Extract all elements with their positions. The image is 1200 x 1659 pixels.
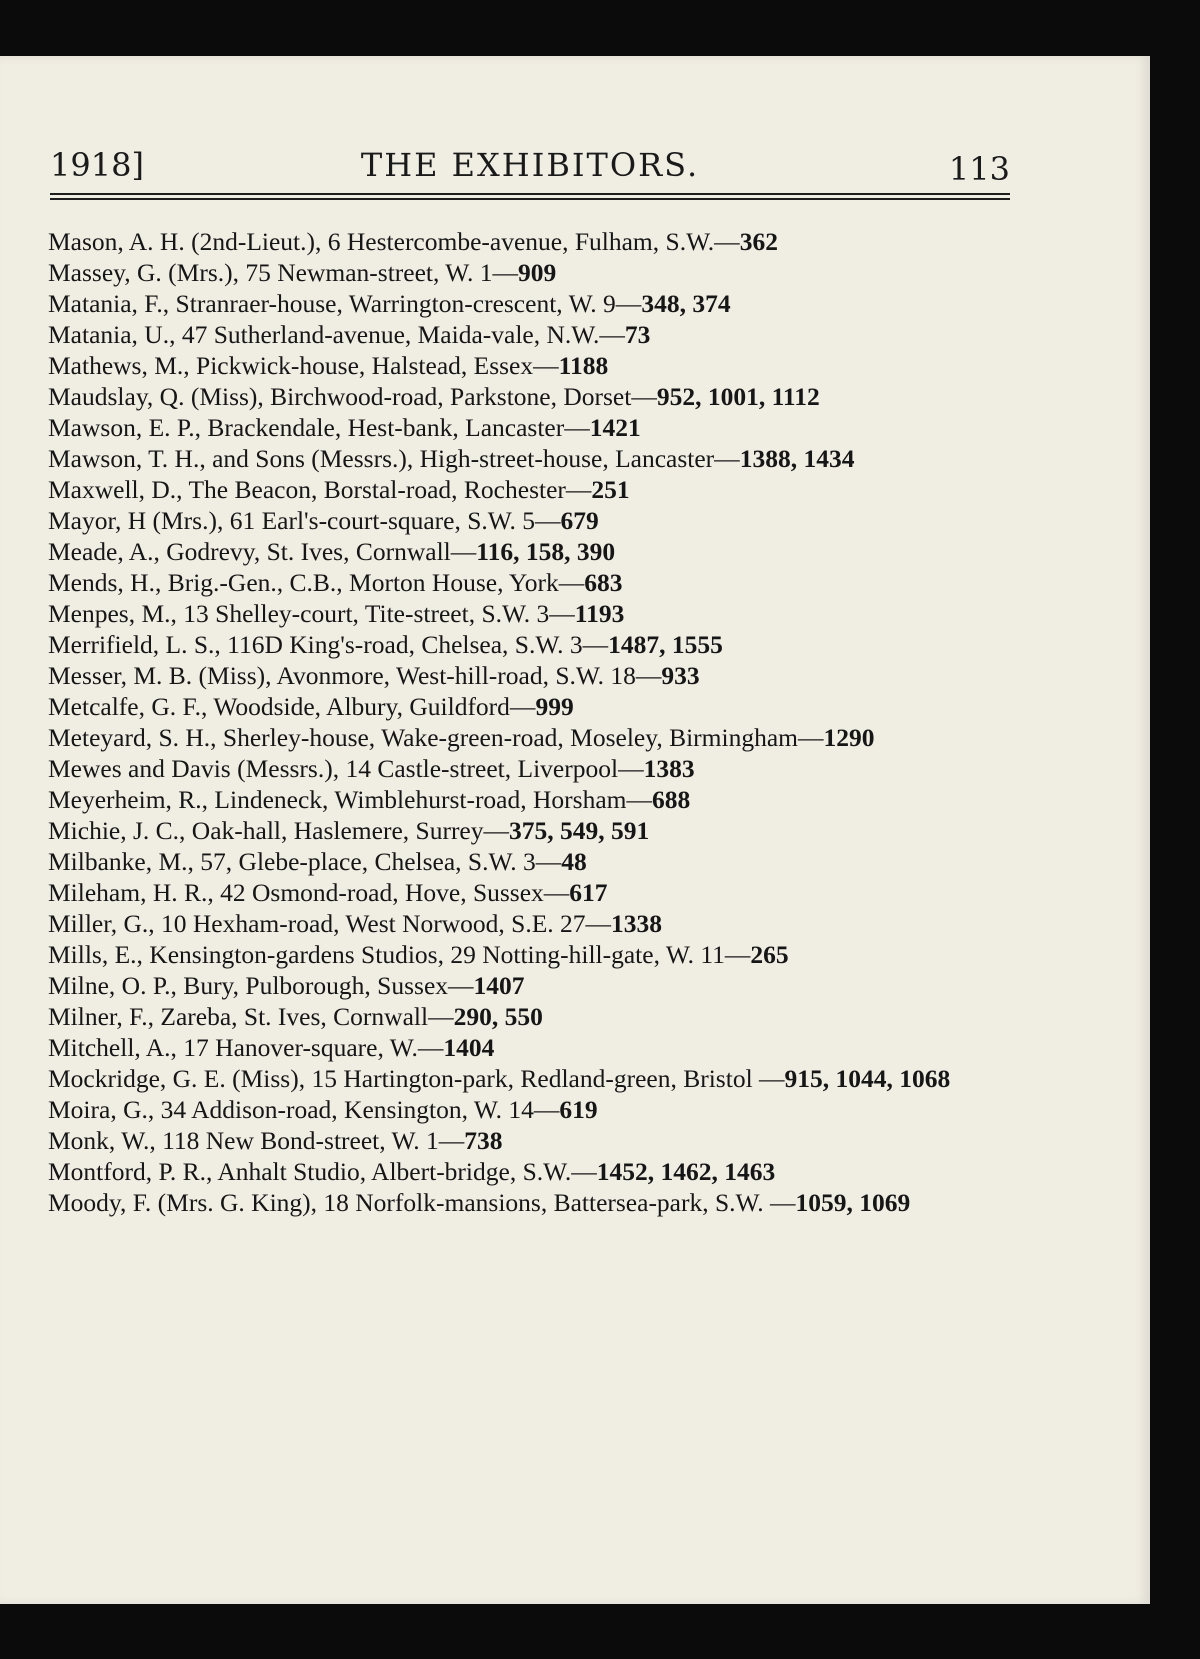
entry-text: Montford, P. R., Anhalt Studio, Albert-bridge, S.W.— (48, 1157, 597, 1186)
entry-text: Matania, U., 47 Sutherland-avenue, Maida-vale, N.W.— (48, 320, 625, 349)
exhibitor-entry (48, 722, 1003, 753)
catalogue-numbers: 290, 550 (453, 1002, 543, 1031)
entry-text: Mends, H., Brig.-Gen., C.B., Morton House, York— (48, 568, 585, 597)
entry-text: Mason, A. H. (2nd-Lieut.), 6 Hestercombe-avenue, Fulham, S.W.— (48, 227, 740, 256)
catalogue-numbers: 348, 374 (641, 289, 731, 318)
exhibitor-entry (48, 598, 1003, 629)
catalogue-numbers: 1487, 1555 (608, 630, 723, 659)
catalogue-numbers: 909 (518, 258, 557, 287)
exhibitor-entry (48, 939, 1003, 970)
exhibitor-entry (48, 1001, 1003, 1032)
exhibitor-entry (48, 691, 1003, 722)
entry-text: Mawson, T. H., and Sons (Messrs.), High-street-house, Lancaster— (48, 444, 740, 473)
catalogue-numbers: 683 (584, 568, 623, 597)
entry-text: Miller, G., 10 Hexham-road, West Norwood, S.E. 27— (48, 909, 612, 938)
catalogue-numbers: 999 (535, 692, 574, 721)
exhibitor-list (48, 226, 1003, 1218)
entry-text: Metcalfe, G. F., Woodside, Albury, Guildford— (48, 692, 536, 721)
catalogue-numbers: 1404 (443, 1033, 495, 1062)
catalogue-numbers: 1383 (643, 754, 695, 783)
entry-text: Milbanke, M., 57, Glebe-place, Chelsea, S.W. 3— (48, 847, 562, 876)
exhibitor-entry (48, 753, 1003, 784)
catalogue-numbers: 1338 (611, 909, 663, 938)
catalogue-numbers: 1421 (589, 413, 641, 442)
exhibitor-entry (48, 1032, 1003, 1063)
entry-text: Mawson, E. P., Brackendale, Hest-bank, Lancaster— (48, 413, 590, 442)
exhibitor-entry (48, 970, 1003, 1001)
catalogue-numbers: 73 (624, 320, 651, 349)
page-title: THE EXHIBITORS. (360, 146, 700, 184)
entry-text: Mathews, M., Pickwick-house, Halstead, Essex— (48, 351, 559, 380)
entry-text: Mills, E., Kensington-gardens Studios, 29 Notting-hill-gate, W. 11— (48, 940, 751, 969)
entry-text: Mewes and Davis (Messrs.), 14 Castle-street, Liverpool— (48, 754, 644, 783)
running-header (50, 146, 1010, 196)
catalogue-numbers: 1407 (473, 971, 525, 1000)
entry-text: Maudslay, Q. (Miss), Birchwood-road, Parkstone, Dorset— (48, 382, 657, 411)
catalogue-numbers: 375, 549, 591 (509, 816, 650, 845)
exhibitor-entry (48, 536, 1003, 567)
exhibitor-entry (48, 288, 1003, 319)
catalogue-numbers: 738 (464, 1126, 503, 1155)
catalogue-numbers: 116, 158, 390 (476, 537, 616, 566)
catalogue-numbers: 617 (569, 878, 608, 907)
entry-text: Monk, W., 118 New Bond-street, W. 1— (48, 1126, 465, 1155)
exhibitor-entry (48, 505, 1003, 536)
exhibitor-entry (48, 1187, 1003, 1218)
exhibitor-entry (48, 474, 1003, 505)
entry-text: Moira, G., 34 Addison-road, Kensington, W. 14— (48, 1095, 560, 1124)
entry-text: Merrifield, L. S., 116D King's-road, Chelsea, S.W. 3— (48, 630, 609, 659)
entry-text: Matania, F., Stranraer-house, Warrington-crescent, W. 9— (48, 289, 642, 318)
entry-text: Mitchell, A., 17 Hanover-square, W.— (48, 1033, 444, 1062)
entry-text: Michie, J. C., Oak-hall, Haslemere, Surrey— (48, 816, 510, 845)
catalogue-numbers: 251 (591, 475, 630, 504)
book-page (0, 56, 1150, 1604)
catalogue-numbers: 1059, 1069 (795, 1188, 911, 1217)
page-number: 113 (948, 150, 1010, 188)
catalogue-numbers: 1452, 1462, 1463 (596, 1157, 776, 1186)
header-year: 1918] (50, 146, 144, 184)
entry-text: Messer, M. B. (Miss), Avonmore, West-hill-road, S.W. 18— (48, 661, 662, 690)
entry-text: Meade, A., Godrevy, St. Ives, Cornwall— (48, 537, 477, 566)
exhibitor-entry (48, 1063, 1003, 1094)
entry-text: Menpes, M., 13 Shelley-court, Tite-street, S.W. 3— (48, 599, 575, 628)
entry-text: Mileham, H. R., 42 Osmond-road, Hove, Sussex— (48, 878, 570, 907)
exhibitor-entry (48, 226, 1003, 257)
catalogue-numbers: 688 (651, 785, 691, 814)
header-rule-bottom (50, 198, 1010, 200)
exhibitor-entry (48, 784, 1003, 815)
entry-text: Massey, G. (Mrs.), 75 Newman-street, W. 1— (48, 258, 519, 287)
exhibitor-entry (48, 815, 1003, 846)
exhibitor-entry (48, 567, 1003, 598)
catalogue-numbers: 915, 1044, 1068 (784, 1064, 951, 1093)
header-rule-top (50, 193, 1010, 195)
catalogue-numbers: 1290 (823, 723, 875, 752)
catalogue-numbers: 933 (661, 661, 700, 690)
catalogue-numbers: 619 (559, 1095, 598, 1124)
exhibitor-entry (48, 877, 1003, 908)
entry-text: Meteyard, S. H., Sherley-house, Wake-green-road, Moseley, Birmingham— (48, 723, 824, 752)
exhibitor-entry (48, 1094, 1003, 1125)
entry-text: Meyerheim, R., Lindeneck, Wimblehurst-road, Horsham— (48, 785, 652, 814)
entry-text: Milne, O. P., Bury, Pulborough, Sussex— (48, 971, 474, 1000)
entry-text: Mayor, H (Mrs.), 61 Earl's-court-square, S.W. 5— (48, 506, 561, 535)
exhibitor-entry (48, 660, 1003, 691)
exhibitor-entry (48, 257, 1003, 288)
exhibitor-entry (48, 350, 1003, 381)
exhibitor-entry (48, 1156, 1003, 1187)
exhibitor-entry (48, 443, 1003, 474)
catalogue-numbers: 952, 1001, 1112 (656, 382, 820, 411)
exhibitor-entry (48, 319, 1003, 350)
entry-text: Moody, F. (Mrs. G. King), 18 Norfolk-mansions, Battersea-park, S.W. — (48, 1188, 796, 1217)
exhibitor-entry (48, 629, 1003, 660)
catalogue-numbers: 1193 (574, 599, 625, 628)
entry-text: Mockridge, G. E. (Miss), 15 Hartington-park, Redland-green, Bristol — (48, 1064, 785, 1093)
entry-text: Maxwell, D., The Beacon, Borstal-road, Rochester— (48, 475, 592, 504)
exhibitor-entry (48, 412, 1003, 443)
exhibitor-entry (48, 1125, 1003, 1156)
catalogue-numbers: 1388, 1434 (739, 444, 855, 473)
catalogue-numbers: 679 (560, 506, 599, 535)
exhibitor-entry (48, 908, 1003, 939)
exhibitor-entry (48, 381, 1003, 412)
catalogue-numbers: 1188 (558, 351, 609, 380)
catalogue-numbers: 362 (739, 227, 778, 256)
entry-text: Milner, F., Zareba, St. Ives, Cornwall— (48, 1002, 454, 1031)
exhibitor-entry (48, 846, 1003, 877)
catalogue-numbers: 48 (561, 847, 587, 876)
catalogue-numbers: 265 (750, 940, 789, 969)
